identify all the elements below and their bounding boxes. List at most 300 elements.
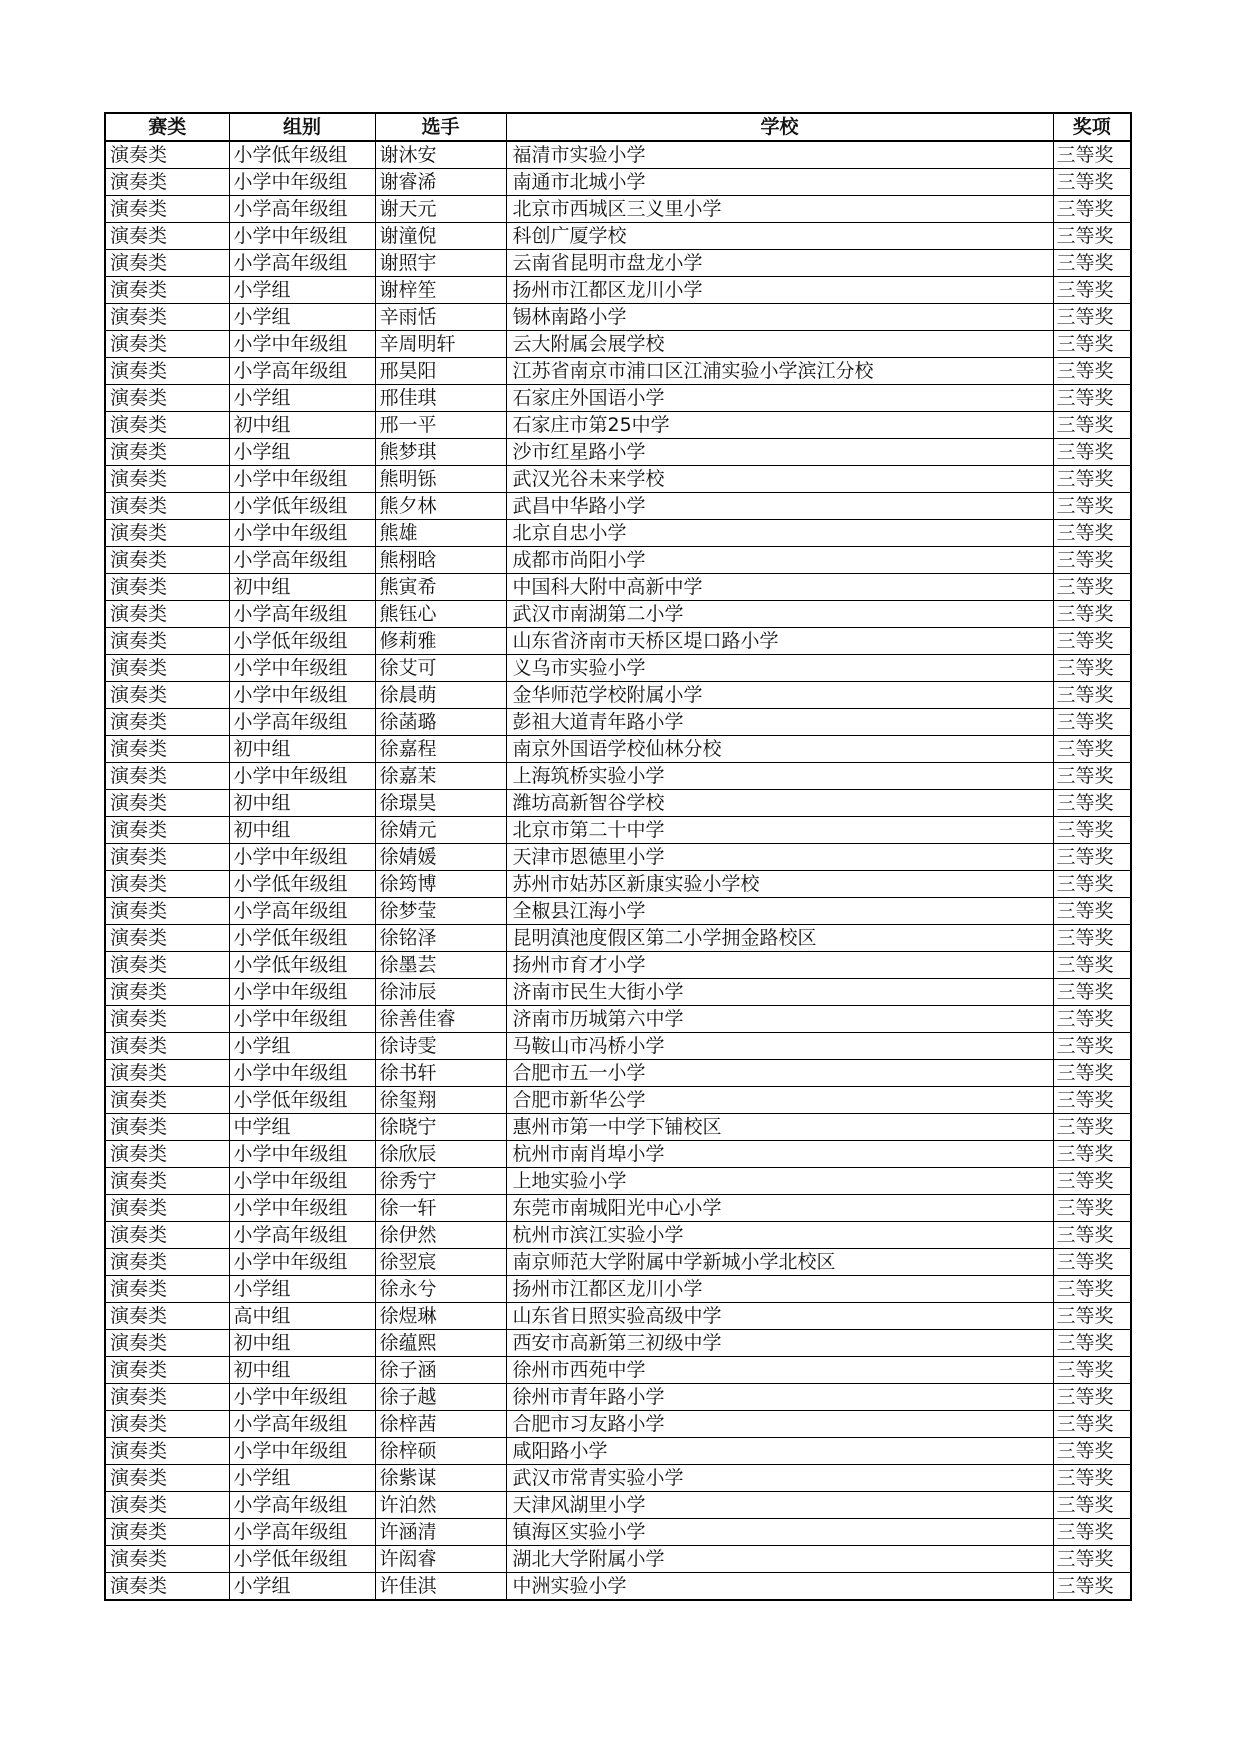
- cell-group: 小学中年级组: [229, 655, 375, 682]
- award-list-sheet: [104, 112, 1130, 1601]
- cell-contestant: 熊栩晗: [375, 547, 506, 574]
- cell-contestant: 徐菡璐: [375, 709, 506, 736]
- cell-group: 小学组: [229, 1465, 375, 1492]
- table-row: [105, 898, 1131, 925]
- cell-school: 石家庄外国语小学: [506, 385, 1053, 412]
- cell-group: 小学中年级组: [229, 844, 375, 871]
- cell-award: 三等奖: [1053, 709, 1131, 736]
- table-row: [105, 1141, 1131, 1168]
- cell-contestant: 熊寅希: [375, 574, 506, 601]
- cell-school: 上地实验小学: [506, 1168, 1053, 1195]
- cell-group: 小学低年级组: [229, 628, 375, 655]
- cell-group: 小学低年级组: [229, 493, 375, 520]
- cell-award: 三等奖: [1053, 1249, 1131, 1276]
- cell-category: 演奏类: [105, 493, 229, 520]
- cell-contestant: 熊钰心: [375, 601, 506, 628]
- cell-school: 山东省日照实验高级中学: [506, 1303, 1053, 1330]
- cell-award: 三等奖: [1053, 1303, 1131, 1330]
- cell-school: 义乌市实验小学: [506, 655, 1053, 682]
- table-row: [105, 817, 1131, 844]
- cell-award: 三等奖: [1053, 1384, 1131, 1411]
- table-row: [105, 547, 1131, 574]
- table-row: [105, 709, 1131, 736]
- cell-group: 小学中年级组: [229, 1006, 375, 1033]
- cell-category: 演奏类: [105, 223, 229, 250]
- cell-group: 小学低年级组: [229, 871, 375, 898]
- header-school: 学校: [506, 113, 1053, 141]
- header-contestant: 选手: [375, 113, 506, 141]
- cell-school: 扬州市育才小学: [506, 952, 1053, 979]
- cell-award: 三等奖: [1053, 1330, 1131, 1357]
- cell-school: 湖北大学附属小学: [506, 1546, 1053, 1573]
- cell-award: 三等奖: [1053, 466, 1131, 493]
- cell-group: 小学低年级组: [229, 952, 375, 979]
- cell-award: 三等奖: [1053, 979, 1131, 1006]
- cell-category: 演奏类: [105, 655, 229, 682]
- cell-category: 演奏类: [105, 1276, 229, 1303]
- table-row: [105, 1087, 1131, 1114]
- cell-contestant: 谢睿浠: [375, 169, 506, 196]
- cell-category: 演奏类: [105, 358, 229, 385]
- cell-school: 上海筑桥实验小学: [506, 763, 1053, 790]
- cell-group: 小学高年级组: [229, 196, 375, 223]
- cell-award: 三等奖: [1053, 1357, 1131, 1384]
- table-row: [105, 1006, 1131, 1033]
- cell-group: 初中组: [229, 412, 375, 439]
- cell-school: 中洲实验小学: [506, 1573, 1053, 1601]
- cell-school: 云大附属会展学校: [506, 331, 1053, 358]
- cell-school: 扬州市江都区龙川小学: [506, 277, 1053, 304]
- cell-group: 小学组: [229, 277, 375, 304]
- award-table-body: [105, 141, 1131, 1600]
- cell-category: 演奏类: [105, 1384, 229, 1411]
- cell-category: 演奏类: [105, 979, 229, 1006]
- cell-award: 三等奖: [1053, 1114, 1131, 1141]
- cell-category: 演奏类: [105, 141, 229, 169]
- table-row: [105, 196, 1131, 223]
- cell-group: 初中组: [229, 790, 375, 817]
- cell-contestant: 谢潼倪: [375, 223, 506, 250]
- cell-school: 合肥市新华公学: [506, 1087, 1053, 1114]
- table-row: [105, 601, 1131, 628]
- table-row: [105, 763, 1131, 790]
- cell-school: 锡林南路小学: [506, 304, 1053, 331]
- cell-contestant: 徐晓宁: [375, 1114, 506, 1141]
- cell-group: 小学高年级组: [229, 358, 375, 385]
- table-row: [105, 141, 1131, 169]
- cell-group: 小学中年级组: [229, 1141, 375, 1168]
- cell-contestant: 徐翌宸: [375, 1249, 506, 1276]
- table-row: [105, 952, 1131, 979]
- cell-contestant: 徐艾可: [375, 655, 506, 682]
- cell-group: 小学中年级组: [229, 1168, 375, 1195]
- cell-category: 演奏类: [105, 871, 229, 898]
- cell-contestant: 徐沛辰: [375, 979, 506, 1006]
- cell-award: 三等奖: [1053, 223, 1131, 250]
- cell-school: 福清市实验小学: [506, 141, 1053, 169]
- table-row: [105, 1060, 1131, 1087]
- cell-group: 小学高年级组: [229, 1519, 375, 1546]
- cell-category: 演奏类: [105, 250, 229, 277]
- cell-category: 演奏类: [105, 466, 229, 493]
- cell-school: 天津市恩德里小学: [506, 844, 1053, 871]
- cell-school: 北京自忠小学: [506, 520, 1053, 547]
- table-row: [105, 1276, 1131, 1303]
- cell-award: 三等奖: [1053, 1573, 1131, 1601]
- cell-school: 济南市历城第六中学: [506, 1006, 1053, 1033]
- cell-contestant: 徐煜琳: [375, 1303, 506, 1330]
- cell-category: 演奏类: [105, 628, 229, 655]
- cell-group: 小学中年级组: [229, 1384, 375, 1411]
- cell-category: 演奏类: [105, 1141, 229, 1168]
- cell-category: 演奏类: [105, 682, 229, 709]
- cell-award: 三等奖: [1053, 574, 1131, 601]
- cell-group: 高中组: [229, 1303, 375, 1330]
- cell-contestant: 修莉雅: [375, 628, 506, 655]
- cell-category: 演奏类: [105, 1222, 229, 1249]
- header-category: 赛类: [105, 113, 229, 141]
- cell-award: 三等奖: [1053, 331, 1131, 358]
- cell-award: 三等奖: [1053, 1465, 1131, 1492]
- cell-award: 三等奖: [1053, 628, 1131, 655]
- cell-school: 武汉市常青实验小学: [506, 1465, 1053, 1492]
- cell-group: 小学高年级组: [229, 898, 375, 925]
- header-group: 组别: [229, 113, 375, 141]
- table-row: [105, 385, 1131, 412]
- cell-group: 初中组: [229, 817, 375, 844]
- cell-award: 三等奖: [1053, 655, 1131, 682]
- table-row: [105, 466, 1131, 493]
- cell-category: 演奏类: [105, 1168, 229, 1195]
- cell-contestant: 徐梓茜: [375, 1411, 506, 1438]
- cell-contestant: 徐筠博: [375, 871, 506, 898]
- cell-school: 武汉光谷未来学校: [506, 466, 1053, 493]
- table-row: [105, 979, 1131, 1006]
- cell-award: 三等奖: [1053, 1222, 1131, 1249]
- table-row: [105, 1330, 1131, 1357]
- cell-category: 演奏类: [105, 277, 229, 304]
- cell-group: 小学中年级组: [229, 1195, 375, 1222]
- cell-category: 演奏类: [105, 817, 229, 844]
- cell-school: 镇海区实验小学: [506, 1519, 1053, 1546]
- cell-group: 小学高年级组: [229, 547, 375, 574]
- cell-school: 武汉市南湖第二小学: [506, 601, 1053, 628]
- cell-category: 演奏类: [105, 1465, 229, 1492]
- cell-group: 小学高年级组: [229, 601, 375, 628]
- cell-school: 苏州市姑苏区新康实验小学校: [506, 871, 1053, 898]
- cell-category: 演奏类: [105, 844, 229, 871]
- cell-school: 咸阳路小学: [506, 1438, 1053, 1465]
- cell-contestant: 熊雄: [375, 520, 506, 547]
- cell-school: 济南市民生大街小学: [506, 979, 1053, 1006]
- cell-award: 三等奖: [1053, 1087, 1131, 1114]
- cell-contestant: 辛周明轩: [375, 331, 506, 358]
- cell-award: 三等奖: [1053, 817, 1131, 844]
- cell-school: 徐州市西苑中学: [506, 1357, 1053, 1384]
- cell-category: 演奏类: [105, 574, 229, 601]
- cell-category: 演奏类: [105, 1492, 229, 1519]
- cell-category: 演奏类: [105, 1303, 229, 1330]
- cell-contestant: 徐紫谋: [375, 1465, 506, 1492]
- cell-group: 小学中年级组: [229, 1438, 375, 1465]
- cell-category: 演奏类: [105, 1330, 229, 1357]
- cell-category: 演奏类: [105, 1519, 229, 1546]
- cell-contestant: 许佳淇: [375, 1573, 506, 1601]
- table-row: [105, 1222, 1131, 1249]
- table-row: [105, 682, 1131, 709]
- table-row: [105, 1465, 1131, 1492]
- cell-contestant: 徐晨萌: [375, 682, 506, 709]
- cell-group: 小学高年级组: [229, 1492, 375, 1519]
- table-row: [105, 277, 1131, 304]
- cell-school: 沙市红星路小学: [506, 439, 1053, 466]
- cell-contestant: 徐子越: [375, 1384, 506, 1411]
- cell-award: 三等奖: [1053, 358, 1131, 385]
- table-row: [105, 1249, 1131, 1276]
- cell-award: 三等奖: [1053, 925, 1131, 952]
- cell-award: 三等奖: [1053, 763, 1131, 790]
- table-row: [105, 1438, 1131, 1465]
- cell-contestant: 徐璟昊: [375, 790, 506, 817]
- cell-award: 三等奖: [1053, 898, 1131, 925]
- cell-school: 扬州市江都区龙川小学: [506, 1276, 1053, 1303]
- cell-category: 演奏类: [105, 952, 229, 979]
- cell-award: 三等奖: [1053, 277, 1131, 304]
- cell-award: 三等奖: [1053, 520, 1131, 547]
- cell-award: 三等奖: [1053, 169, 1131, 196]
- cell-contestant: 徐善佳睿: [375, 1006, 506, 1033]
- cell-category: 演奏类: [105, 898, 229, 925]
- table-row: [105, 925, 1131, 952]
- cell-category: 演奏类: [105, 1060, 229, 1087]
- table-row: [105, 304, 1131, 331]
- cell-award: 三等奖: [1053, 1033, 1131, 1060]
- cell-contestant: 许泊然: [375, 1492, 506, 1519]
- cell-group: 小学中年级组: [229, 331, 375, 358]
- cell-school: 石家庄市第25中学: [506, 412, 1053, 439]
- cell-award: 三等奖: [1053, 1006, 1131, 1033]
- cell-category: 演奏类: [105, 1087, 229, 1114]
- cell-award: 三等奖: [1053, 1492, 1131, 1519]
- table-row: [105, 790, 1131, 817]
- cell-award: 三等奖: [1053, 250, 1131, 277]
- cell-school: 东莞市南城阳光中心小学: [506, 1195, 1053, 1222]
- cell-contestant: 邢昊阳: [375, 358, 506, 385]
- cell-group: 小学中年级组: [229, 1249, 375, 1276]
- table-row: [105, 1033, 1131, 1060]
- cell-contestant: 徐书轩: [375, 1060, 506, 1087]
- cell-award: 三等奖: [1053, 1411, 1131, 1438]
- cell-award: 三等奖: [1053, 439, 1131, 466]
- cell-category: 演奏类: [105, 331, 229, 358]
- cell-award: 三等奖: [1053, 1195, 1131, 1222]
- cell-award: 三等奖: [1053, 601, 1131, 628]
- cell-contestant: 徐婧元: [375, 817, 506, 844]
- cell-award: 三等奖: [1053, 304, 1131, 331]
- cell-school: 成都市尚阳小学: [506, 547, 1053, 574]
- cell-group: 小学高年级组: [229, 1222, 375, 1249]
- cell-school: 天津风湖里小学: [506, 1492, 1053, 1519]
- table-row: [105, 655, 1131, 682]
- cell-contestant: 徐伊然: [375, 1222, 506, 1249]
- cell-award: 三等奖: [1053, 385, 1131, 412]
- cell-contestant: 徐秀宁: [375, 1168, 506, 1195]
- cell-category: 演奏类: [105, 1006, 229, 1033]
- table-row: [105, 1384, 1131, 1411]
- cell-group: 初中组: [229, 736, 375, 763]
- cell-category: 演奏类: [105, 1438, 229, 1465]
- cell-category: 演奏类: [105, 196, 229, 223]
- cell-school: 江苏省南京市浦口区江浦实验小学滨江分校: [506, 358, 1053, 385]
- header-award: 奖项: [1053, 113, 1131, 141]
- award-table: [104, 112, 1132, 1601]
- cell-category: 演奏类: [105, 1249, 229, 1276]
- cell-award: 三等奖: [1053, 547, 1131, 574]
- table-row: [105, 223, 1131, 250]
- table-row: [105, 574, 1131, 601]
- cell-school: 杭州市滨江实验小学: [506, 1222, 1053, 1249]
- cell-contestant: 徐永兮: [375, 1276, 506, 1303]
- cell-school: 武昌中华路小学: [506, 493, 1053, 520]
- cell-school: 徐州市青年路小学: [506, 1384, 1053, 1411]
- cell-group: 小学低年级组: [229, 1087, 375, 1114]
- cell-contestant: 辛雨恬: [375, 304, 506, 331]
- cell-award: 三等奖: [1053, 196, 1131, 223]
- cell-award: 三等奖: [1053, 141, 1131, 169]
- table-row: [105, 1492, 1131, 1519]
- cell-contestant: 徐一轩: [375, 1195, 506, 1222]
- cell-category: 演奏类: [105, 169, 229, 196]
- cell-award: 三等奖: [1053, 1060, 1131, 1087]
- table-row: [105, 412, 1131, 439]
- cell-contestant: 邢一平: [375, 412, 506, 439]
- cell-category: 演奏类: [105, 304, 229, 331]
- cell-contestant: 徐嘉程: [375, 736, 506, 763]
- cell-group: 小学组: [229, 304, 375, 331]
- header-row: [105, 113, 1131, 141]
- cell-contestant: 谢梓笙: [375, 277, 506, 304]
- cell-contestant: 徐玺翔: [375, 1087, 506, 1114]
- cell-category: 演奏类: [105, 790, 229, 817]
- cell-group: 小学组: [229, 1033, 375, 1060]
- cell-group: 小学低年级组: [229, 1546, 375, 1573]
- cell-school: 合肥市五一小学: [506, 1060, 1053, 1087]
- cell-group: 小学中年级组: [229, 520, 375, 547]
- table-row: [105, 439, 1131, 466]
- cell-contestant: 徐梓硕: [375, 1438, 506, 1465]
- table-row: [105, 1573, 1131, 1601]
- cell-category: 演奏类: [105, 520, 229, 547]
- table-row: [105, 628, 1131, 655]
- cell-school: 昆明滇池度假区第二小学拥金路校区: [506, 925, 1053, 952]
- cell-group: 小学组: [229, 1276, 375, 1303]
- cell-school: 西安市高新第三初级中学: [506, 1330, 1053, 1357]
- cell-category: 演奏类: [105, 709, 229, 736]
- cell-contestant: 徐铭泽: [375, 925, 506, 952]
- cell-school: 科创广厦学校: [506, 223, 1053, 250]
- cell-contestant: 许涵清: [375, 1519, 506, 1546]
- cell-contestant: 徐诗雯: [375, 1033, 506, 1060]
- cell-school: 北京市第二十中学: [506, 817, 1053, 844]
- cell-contestant: 徐梦莹: [375, 898, 506, 925]
- cell-school: 北京市西城区三义里小学: [506, 196, 1053, 223]
- cell-contestant: 谢天元: [375, 196, 506, 223]
- cell-category: 演奏类: [105, 1546, 229, 1573]
- cell-contestant: 邢佳琪: [375, 385, 506, 412]
- cell-contestant: 熊明铄: [375, 466, 506, 493]
- table-row: [105, 736, 1131, 763]
- cell-category: 演奏类: [105, 385, 229, 412]
- cell-school: 南京师范大学附属中学新城小学北校区: [506, 1249, 1053, 1276]
- cell-group: 小学中年级组: [229, 223, 375, 250]
- cell-school: 潍坊高新智谷学校: [506, 790, 1053, 817]
- cell-award: 三等奖: [1053, 1141, 1131, 1168]
- cell-category: 演奏类: [105, 412, 229, 439]
- table-row: [105, 493, 1131, 520]
- cell-group: 初中组: [229, 574, 375, 601]
- cell-group: 小学中年级组: [229, 979, 375, 1006]
- cell-award: 三等奖: [1053, 1438, 1131, 1465]
- cell-award: 三等奖: [1053, 790, 1131, 817]
- cell-category: 演奏类: [105, 1357, 229, 1384]
- table-row: [105, 331, 1131, 358]
- table-row: [105, 169, 1131, 196]
- cell-category: 演奏类: [105, 547, 229, 574]
- cell-group: 初中组: [229, 1357, 375, 1384]
- table-row: [105, 250, 1131, 277]
- table-row: [105, 358, 1131, 385]
- cell-award: 三等奖: [1053, 844, 1131, 871]
- cell-contestant: 徐婧媛: [375, 844, 506, 871]
- cell-group: 小学高年级组: [229, 250, 375, 277]
- table-row: [105, 871, 1131, 898]
- cell-school: 马鞍山市冯桥小学: [506, 1033, 1053, 1060]
- cell-school: 杭州市南肖埠小学: [506, 1141, 1053, 1168]
- cell-group: 中学组: [229, 1114, 375, 1141]
- cell-school: 惠州市第一中学下铺校区: [506, 1114, 1053, 1141]
- cell-award: 三等奖: [1053, 952, 1131, 979]
- cell-school: 金华师范学校附属小学: [506, 682, 1053, 709]
- cell-school: 合肥市习友路小学: [506, 1411, 1053, 1438]
- cell-group: 小学组: [229, 385, 375, 412]
- cell-award: 三等奖: [1053, 1276, 1131, 1303]
- cell-contestant: 徐蕴熙: [375, 1330, 506, 1357]
- cell-category: 演奏类: [105, 763, 229, 790]
- cell-contestant: 熊夕林: [375, 493, 506, 520]
- cell-contestant: 谢沐安: [375, 141, 506, 169]
- cell-group: 小学组: [229, 1573, 375, 1601]
- cell-contestant: 许闳睿: [375, 1546, 506, 1573]
- cell-contestant: 徐子涵: [375, 1357, 506, 1384]
- cell-school: 彭祖大道青年路小学: [506, 709, 1053, 736]
- table-row: [105, 1195, 1131, 1222]
- cell-category: 演奏类: [105, 1195, 229, 1222]
- cell-group: 小学组: [229, 439, 375, 466]
- table-row: [105, 1411, 1131, 1438]
- cell-award: 三等奖: [1053, 1546, 1131, 1573]
- cell-contestant: 谢照宇: [375, 250, 506, 277]
- cell-category: 演奏类: [105, 1573, 229, 1601]
- table-row: [105, 1519, 1131, 1546]
- cell-contestant: 熊梦琪: [375, 439, 506, 466]
- cell-contestant: 徐嘉茉: [375, 763, 506, 790]
- cell-group: 小学高年级组: [229, 709, 375, 736]
- table-row: [105, 844, 1131, 871]
- table-row: [105, 1168, 1131, 1195]
- cell-contestant: 徐墨芸: [375, 952, 506, 979]
- cell-group: 小学高年级组: [229, 1411, 375, 1438]
- cell-award: 三等奖: [1053, 1168, 1131, 1195]
